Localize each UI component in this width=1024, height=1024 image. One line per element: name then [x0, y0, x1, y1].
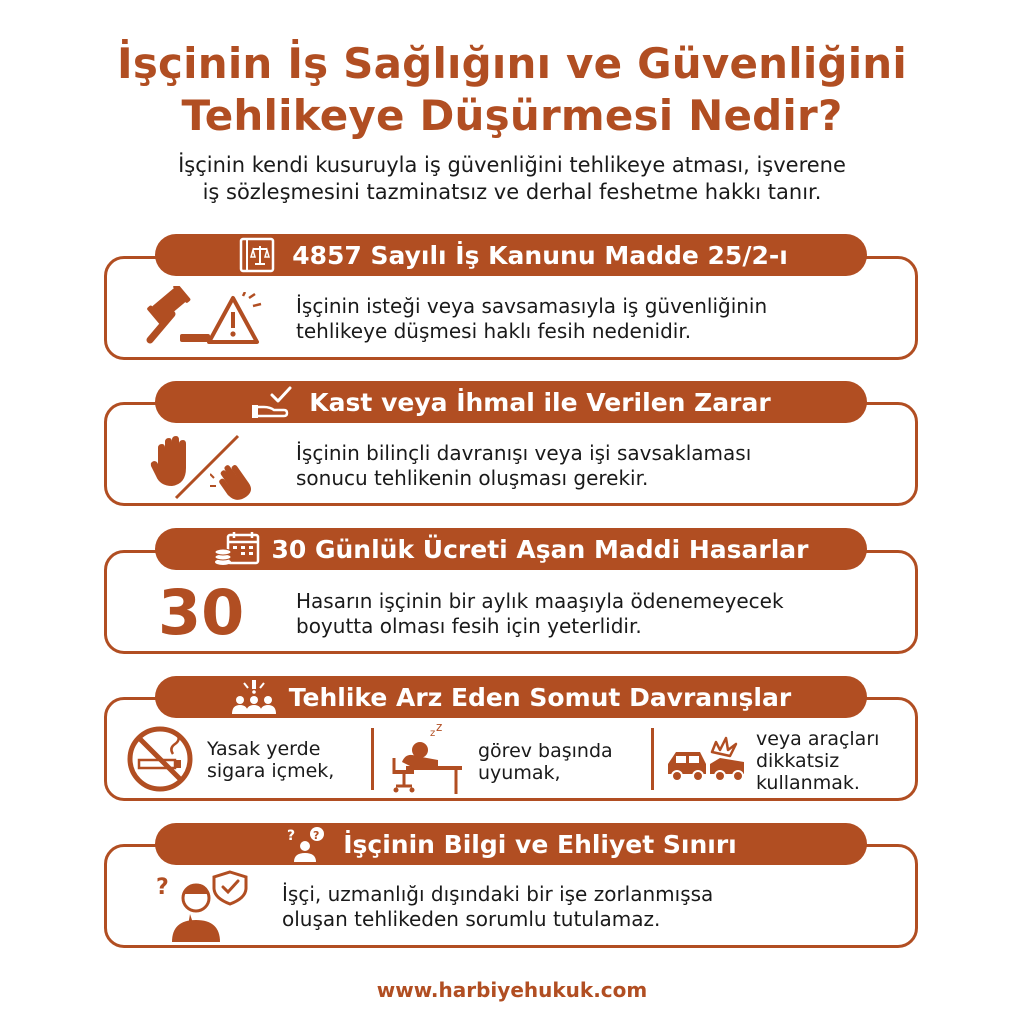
- behavior-separator-2: [651, 728, 654, 790]
- section-heading-behaviors: [155, 676, 867, 718]
- behavior-smoking-line-1: Yasak yerde: [207, 738, 321, 760]
- svg-text:?: ?: [287, 828, 296, 844]
- title-line-2: Tehlikeye Düşürmesi Nedir?: [181, 91, 843, 140]
- subtitle-line-1: İşçinin kendi kusuruyla iş güvenliğini tehlikeye atması, işverene: [178, 153, 846, 177]
- gavel-icon: [142, 286, 214, 350]
- law-book-icon: [234, 237, 280, 273]
- svg-text:z: z: [436, 722, 443, 734]
- section-text-law-line-1: İşçinin isteği veya savsamasıyla iş güvenliğinin: [296, 294, 768, 318]
- section-text-intent: [296, 441, 751, 491]
- page-subtitle: [0, 152, 1024, 206]
- section-heading-law-label: 4857 Sayılı İş Kanunu Madde 25/2-ı: [292, 240, 788, 270]
- car-crash-icon: [664, 730, 748, 794]
- svg-text:z: z: [430, 728, 436, 739]
- section-text-damage: [296, 589, 784, 639]
- section-heading-intent: [155, 381, 867, 423]
- section-heading-competence-label: İşçinin Bilgi ve Ehliyet Sınırı: [343, 829, 737, 859]
- behavior-driving-text: [756, 728, 879, 794]
- big-number-30: 30: [158, 576, 245, 649]
- behavior-smoking-text: [207, 738, 334, 782]
- section-text-competence-line-2: oluşan tehlikeden sorumlu tutulamaz.: [282, 907, 661, 931]
- section-text-competence: [282, 882, 713, 932]
- section-heading-intent-label: Kast veya İhmal ile Verilen Zarar: [309, 387, 771, 417]
- waving-hand-icon: [210, 454, 260, 504]
- section-heading-behaviors-label: Tehlike Arz Eden Somut Davranışlar: [288, 682, 792, 712]
- behavior-driving-line-1: veya araçları: [756, 728, 880, 750]
- confused-person-shield-icon: [152, 868, 252, 946]
- warning-icon: [205, 292, 265, 354]
- section-heading-damage: [155, 528, 867, 570]
- sleeping-worker-icon: [386, 722, 466, 800]
- behavior-sleeping-line-2: uyumak,: [478, 762, 561, 784]
- alert-people-icon: [231, 679, 277, 715]
- behavior-separator-1: [371, 728, 374, 790]
- section-heading-damage-label: 30 Günlük Ücreti Aşan Maddi Hasarlar: [271, 534, 809, 564]
- no-smoking-icon: [125, 724, 195, 798]
- section-text-law: [296, 294, 767, 344]
- behavior-driving-line-2: dikkatsiz: [756, 750, 840, 772]
- section-text-intent-line-1: İşçinin bilinçli davranışı veya işi savsaklaması: [296, 441, 752, 465]
- section-text-damage-line-2: boyutta olması fesih için yeterlidir.: [296, 614, 642, 638]
- behavior-smoking-line-2: sigara içmek,: [207, 760, 335, 782]
- section-text-damage-line-1: Hasarın işçinin bir aylık maaşıyla ödenemeyecek: [296, 589, 784, 613]
- calendar-coins-icon: [214, 531, 260, 567]
- section-text-intent-line-2: sonucu tehlikenin oluşması gerekir.: [296, 466, 649, 490]
- svg-text:?: ?: [156, 875, 169, 900]
- question-person-icon: [285, 826, 331, 862]
- behavior-sleeping-line-1: görev başında: [478, 740, 613, 762]
- title-line-1: İşçinin İş Sağlığını ve Güvenliğini: [117, 39, 907, 88]
- hand-check-icon: [251, 384, 297, 420]
- section-text-law-line-2: tehlikeye düşmesi haklı fesih nedenidir.: [296, 319, 692, 343]
- page-title: [0, 38, 1024, 142]
- svg-text:?: ?: [313, 829, 320, 842]
- section-heading-competence: [155, 823, 867, 865]
- section-text-competence-line-1: İşçi, uzmanlığı dışındaki bir işe zorlanmışsa: [282, 882, 714, 906]
- section-heading-law: [155, 234, 867, 276]
- behavior-sleeping-text: [478, 740, 613, 784]
- footer-website[interactable]: www.harbiyehukuk.com: [376, 978, 648, 1002]
- subtitle-line-2: iş sözleşmesini tazminatsız ve derhal feshetme hakkı tanır.: [202, 180, 822, 204]
- behavior-driving-line-3: kullanmak.: [756, 772, 860, 794]
